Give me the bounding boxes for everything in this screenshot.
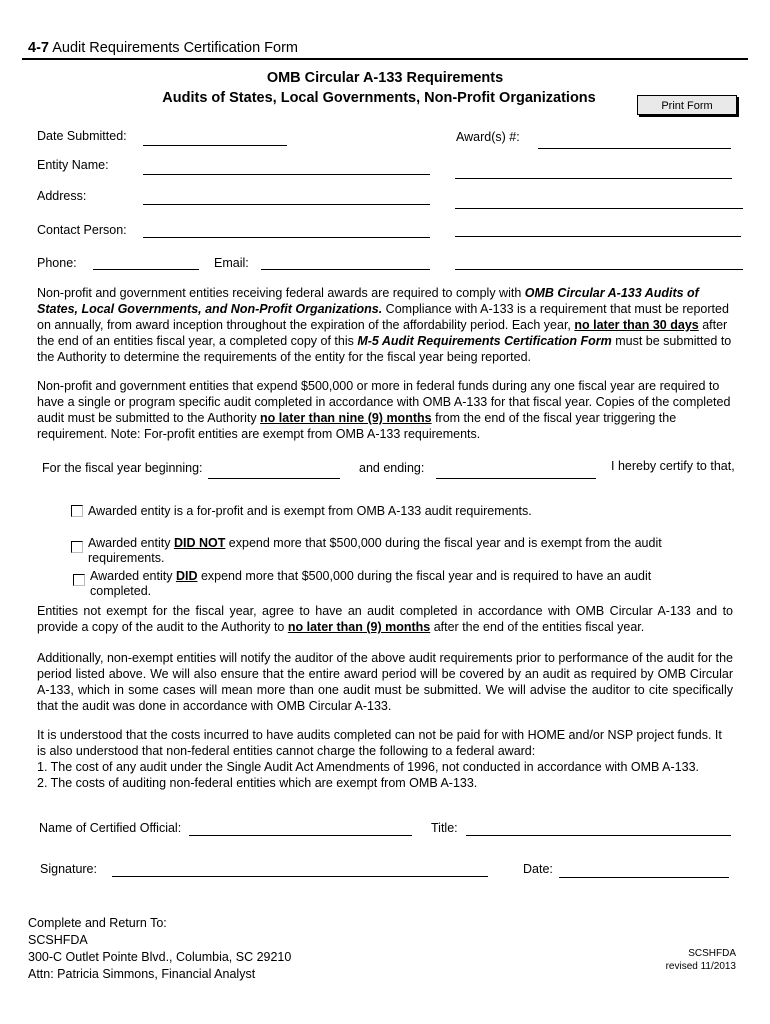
return-address: Complete and Return To: SCSHFDA 300-C Outlet Pointe Blvd., Columbia, SC 29210 Attn: Patricia Simmons, Financial Analyst bbox=[28, 916, 292, 981]
address-field[interactable] bbox=[143, 204, 430, 205]
non-exempt-agreement-paragraph: Entities not exempt for the fiscal year, agree to have an audit completed in accordance with OMB Circular A-133 and to provide a copy of the audit to the Authority to no later than (9) months after the end of the entities fiscal year. bbox=[37, 604, 733, 634]
form-title: 4-7 Audit Requirements Certification Form bbox=[28, 40, 298, 56]
certified-official-label: Name of Certified Official: bbox=[39, 821, 182, 835]
cost-paragraph: It is understood that the costs incurred to have audits completed can not be paid for with HOME and/or NSP project funds. It is also understood that non-federal entities cannot charge the following to a federal award: 1. The cost of any audit under the Single Audit Act Amendments of 1996, not conducted in accordance with OMB A-133. 2. The costs of auditing non-federal entities which are exempt from OMB A-133. bbox=[37, 728, 722, 790]
awards-label: Award(s) #: bbox=[456, 130, 520, 144]
did-not-expend-checkbox[interactable] bbox=[71, 541, 83, 553]
awards-field-2[interactable] bbox=[455, 178, 732, 179]
contact-person-field[interactable] bbox=[143, 237, 430, 238]
email-field[interactable] bbox=[261, 269, 430, 270]
title-label: Title: bbox=[431, 821, 458, 835]
email-label: Email: bbox=[214, 256, 249, 270]
signature-label: Signature: bbox=[40, 862, 97, 876]
email-field-2[interactable] bbox=[455, 269, 743, 270]
date-field[interactable] bbox=[559, 877, 729, 878]
date-submitted-field[interactable] bbox=[143, 145, 287, 146]
print-form-button[interactable]: Print Form bbox=[637, 95, 737, 115]
intro-paragraph: Non-profit and government entities receiving federal awards are required to comply with OMB Circular A-133 Audits of States, Local Governments, and Non-Profit Organizations. Compliance with A-133 is a requirement that must be reported on annually, from award inception throughout the expiration of the affordability period. Each year, no later than 30 days after the end of an entities fiscal year, a completed copy of this M-5 Audit Requirements Certification Form must be submitted to the Authority to determine the requirements of the entity for the fiscal year being reported. bbox=[37, 286, 732, 364]
revision-note: SCSHFDA revised 11/2013 bbox=[665, 948, 736, 972]
title-line-2: Audits of States, Local Governments, Non-Profit Organizations bbox=[162, 90, 596, 106]
contact-person-field-2[interactable] bbox=[455, 236, 741, 237]
phone-label: Phone: bbox=[37, 256, 77, 270]
address-field-2[interactable] bbox=[455, 208, 743, 209]
fiscal-beginning-label: For the fiscal year beginning: bbox=[42, 461, 203, 475]
certify-label: I hereby certify to that, bbox=[611, 459, 735, 473]
did-not-expend-label: Awarded entity DID NOT expend more that $500,000 during the fiscal year and is exempt from the audit requirements. bbox=[88, 536, 662, 565]
date-submitted-label: Date Submitted: bbox=[37, 129, 127, 143]
did-expend-label: Awarded entity DID expend more that $500,000 during the fiscal year and is required to have an audit completed. bbox=[90, 569, 652, 598]
title-line-1: OMB Circular A-133 Requirements bbox=[266, 70, 504, 86]
did-expend-checkbox[interactable] bbox=[73, 574, 85, 586]
phone-field[interactable] bbox=[93, 269, 199, 270]
fiscal-beginning-field[interactable] bbox=[208, 478, 340, 479]
contact-person-label: Contact Person: bbox=[37, 223, 127, 237]
entity-name-label: Entity Name: bbox=[37, 158, 109, 172]
title-field[interactable] bbox=[466, 835, 731, 836]
certified-official-field[interactable] bbox=[189, 835, 412, 836]
for-profit-exempt-checkbox[interactable] bbox=[71, 505, 83, 517]
fiscal-ending-field[interactable] bbox=[436, 478, 596, 479]
entity-name-field[interactable] bbox=[143, 174, 430, 175]
fiscal-ending-label: and ending: bbox=[359, 461, 425, 475]
signature-field[interactable] bbox=[112, 876, 488, 877]
auditor-notification-paragraph: Additionally, non-exempt entities will notify the auditor of the above audit requirements prior to performance of the audit for the period listed above. We will also ensure that the entire award period will be covered by an audit as required by OMB Circular A-133, which in some cases will mean more than one audit must be submitted. We will advise the auditor to cite specifically that the audit was done in accordance with OMB Circular A-133. bbox=[37, 651, 733, 713]
address-label: Address: bbox=[37, 189, 87, 203]
for-profit-exempt-label: Awarded entity is a for-profit and is exempt from OMB A-133 audit requirements. bbox=[88, 504, 532, 518]
date-label: Date: bbox=[523, 862, 553, 876]
awards-field[interactable] bbox=[538, 148, 731, 149]
header-rule bbox=[22, 58, 748, 60]
audit-requirement-paragraph: Non-profit and government entities that expend $500,000 or more in federal funds during any one fiscal year are required to have a single or program specific audit completed in accordance with OMB A-133 for that fiscal year. Copies of the completed audit must be submitted to the Authority no later than nine (9) months from the end of the fiscal year triggering the requirement. Note: For-profit entities are exempt from OMB A-133 requirements. bbox=[37, 379, 731, 441]
